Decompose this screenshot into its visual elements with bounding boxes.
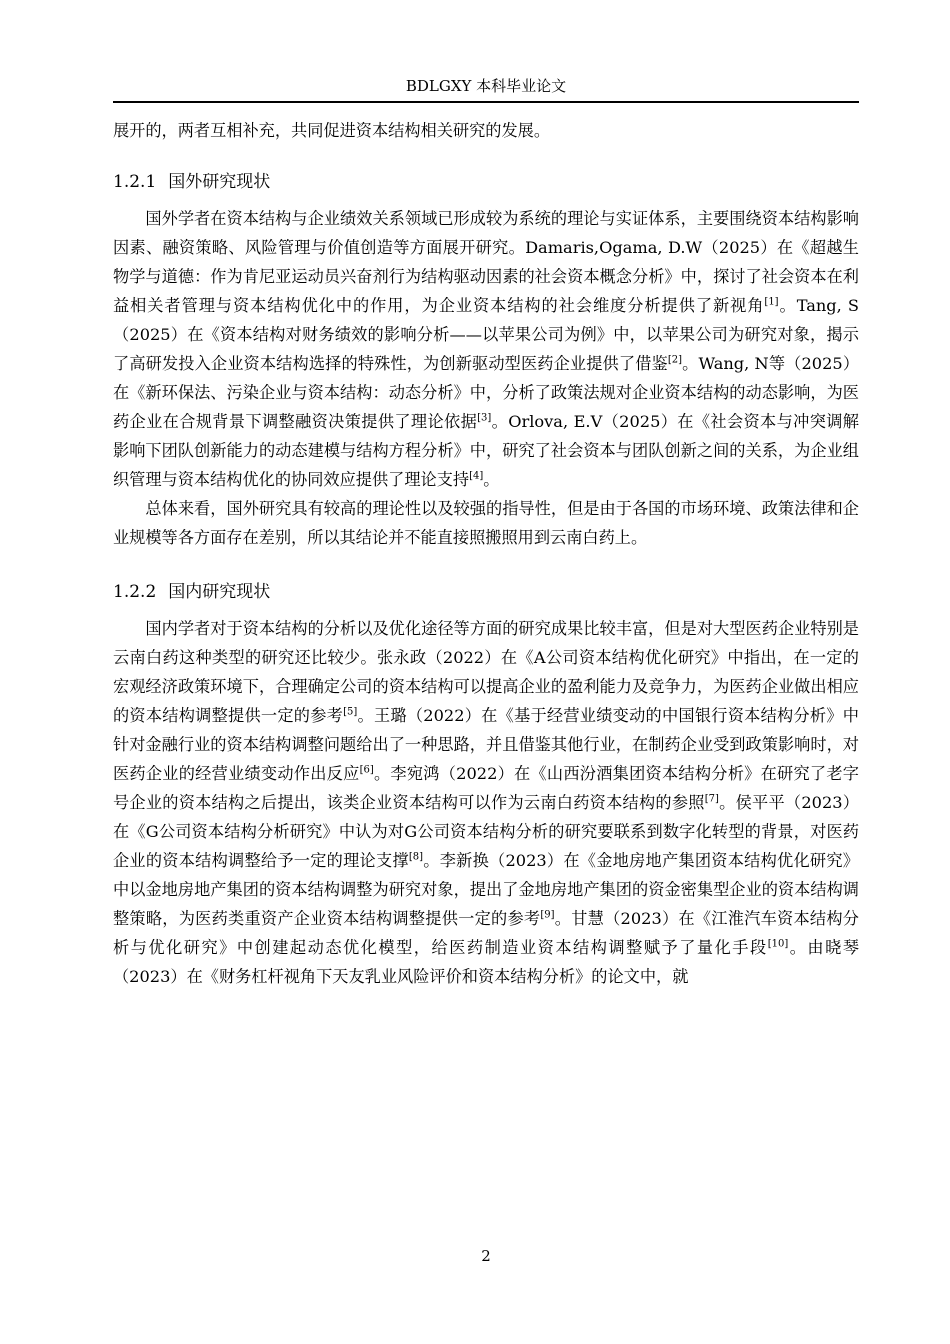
section-number: 1.2.1: [113, 172, 157, 192]
citation-ref: [4]: [469, 470, 484, 482]
running-header: BDLGXY 本科毕业论文: [405, 77, 567, 95]
page-number: 2: [481, 1247, 491, 1265]
foreign-paragraph-1: [113, 204, 859, 494]
text-run: 。李新换（2023）在《金地房地产集团资本结构优化研究》中以金地房地产集团的资本结构调整为研究对象，提出了金地房地产集团的资金密集型企业的资本结构调整策略，为医药类重资产企业资本结构调整提供一定的参考: [113, 851, 859, 928]
text-run: 。甘慧（2023）在《江淮汽车资本结构分析与优化研究》中创建起动态优化模型，给医药制造业资本结构调整赋予了量化手段: [113, 909, 859, 957]
text-run: 国外学者在资本结构与企业绩效关系领域已形成较为系统的理论与实证体系，主要围绕资本结构影响因素、融资策略、风险管理与价值创造等方面展开研究。Damaris,Ogama, D.W（2025）在《超越生物学与道德：作为肯尼亚运动员兴奋剂行为结构驱动因素的社会资本概念分析》中，探讨了社会资本在利益相关者管理与资本结构优化中的作用，为企业资本结构的社会维度分析提供了新视角: [113, 209, 859, 315]
section-title: 国外研究现状: [168, 172, 271, 192]
citation-ref: [5]: [343, 706, 358, 718]
citation-ref: [10]: [767, 938, 789, 950]
domestic-paragraph-1: [113, 614, 859, 991]
text-run: 。Orlova, E.V（2025）在《社会资本与冲突调解影响下团队创新能力的动态建模与结构方程分析》中，研究了社会资本与团队创新之间的关系，为企业组织管理与资本结构优化的协同效应提供了理论支持: [113, 412, 859, 489]
intro-paragraph: 展开的，两者互相补充，共同促进资本结构相关研究的发展。: [113, 121, 551, 140]
text-run: 。Tang, S（2025）在《资本结构对财务绩效的影响分析——以苹果公司为例》中，以苹果公司为研究对象，揭示了高研发投入企业资本结构选择的特殊性，为创新驱动型医药企业提供了借鉴: [113, 296, 860, 373]
section-number: 1.2.2: [113, 582, 157, 602]
foreign-paragraph-2: 总体来看，国外研究具有较高的理论性以及较强的指导性，但是由于各国的市场环境、政策法律和企业规模等各方面存在差别，所以其结论并不能直接照搬照用到云南白药上。: [113, 499, 859, 547]
citation-ref: [7]: [704, 793, 719, 805]
citation-ref: [3]: [477, 412, 492, 424]
text-run: 。Wang, N等（2025）在《新环保法、污染企业与资本结构：动态分析》中，分析了政策法规对企业资本结构的动态影响，为医药企业在合规背景下调整融资决策提供了理论依据: [113, 354, 860, 431]
section-title: 国内研究现状: [168, 582, 271, 602]
header-rule: [113, 101, 859, 103]
citation-ref: [9]: [540, 909, 555, 921]
text-run: 。: [483, 470, 500, 489]
text-run: 国内学者对于资本结构的分析以及优化途径等方面的研究成果比较丰富，但是对大型医药企业特别是云南白药这种类型的研究还比较少。张永政（2022）在《A公司资本结构优化研究》中指出，在一定的宏观经济政策环境下，合理确定公司的资本结构可以提高企业的盈利能力及竞争力，为医药企业做出相应的资本结构调整提供一定的参考: [113, 619, 859, 725]
citation-ref: [6]: [359, 764, 374, 776]
citation-ref: [1]: [764, 296, 779, 308]
text-run: 。侯平平（2023）在《G公司资本结构分析研究》中认为对G公司资本结构分析的研究要联系到数字化转型的背景，对医药企业的资本结构调整给予一定的理论支撑: [113, 793, 859, 870]
citation-ref: [8]: [408, 851, 424, 863]
section-heading-domestic: [113, 578, 859, 606]
citation-ref: [2]: [667, 354, 683, 366]
section-heading-foreign: [113, 168, 859, 196]
text-run: 。由晓琴（2023）在《财务杠杆视角下天友乳业风险评价和资本结构分析》的论文中，就: [113, 938, 860, 986]
text-run: 。王璐（2022）在《基于经营业绩变动的中国银行资本结构分析》中针对金融行业的资本结构调整问题给出了一种思路，并且借鉴其他行业，在制药企业受到政策影响时，对医药企业的经营业绩变动作出反应: [113, 706, 859, 783]
text-run: 。李宛鸿（2022）在《山西汾酒集团资本结构分析》在研究了老字号企业的资本结构之后提出，该类企业资本结构可以作为云南白药资本结构的参照: [113, 764, 859, 812]
body-content: [113, 116, 859, 991]
